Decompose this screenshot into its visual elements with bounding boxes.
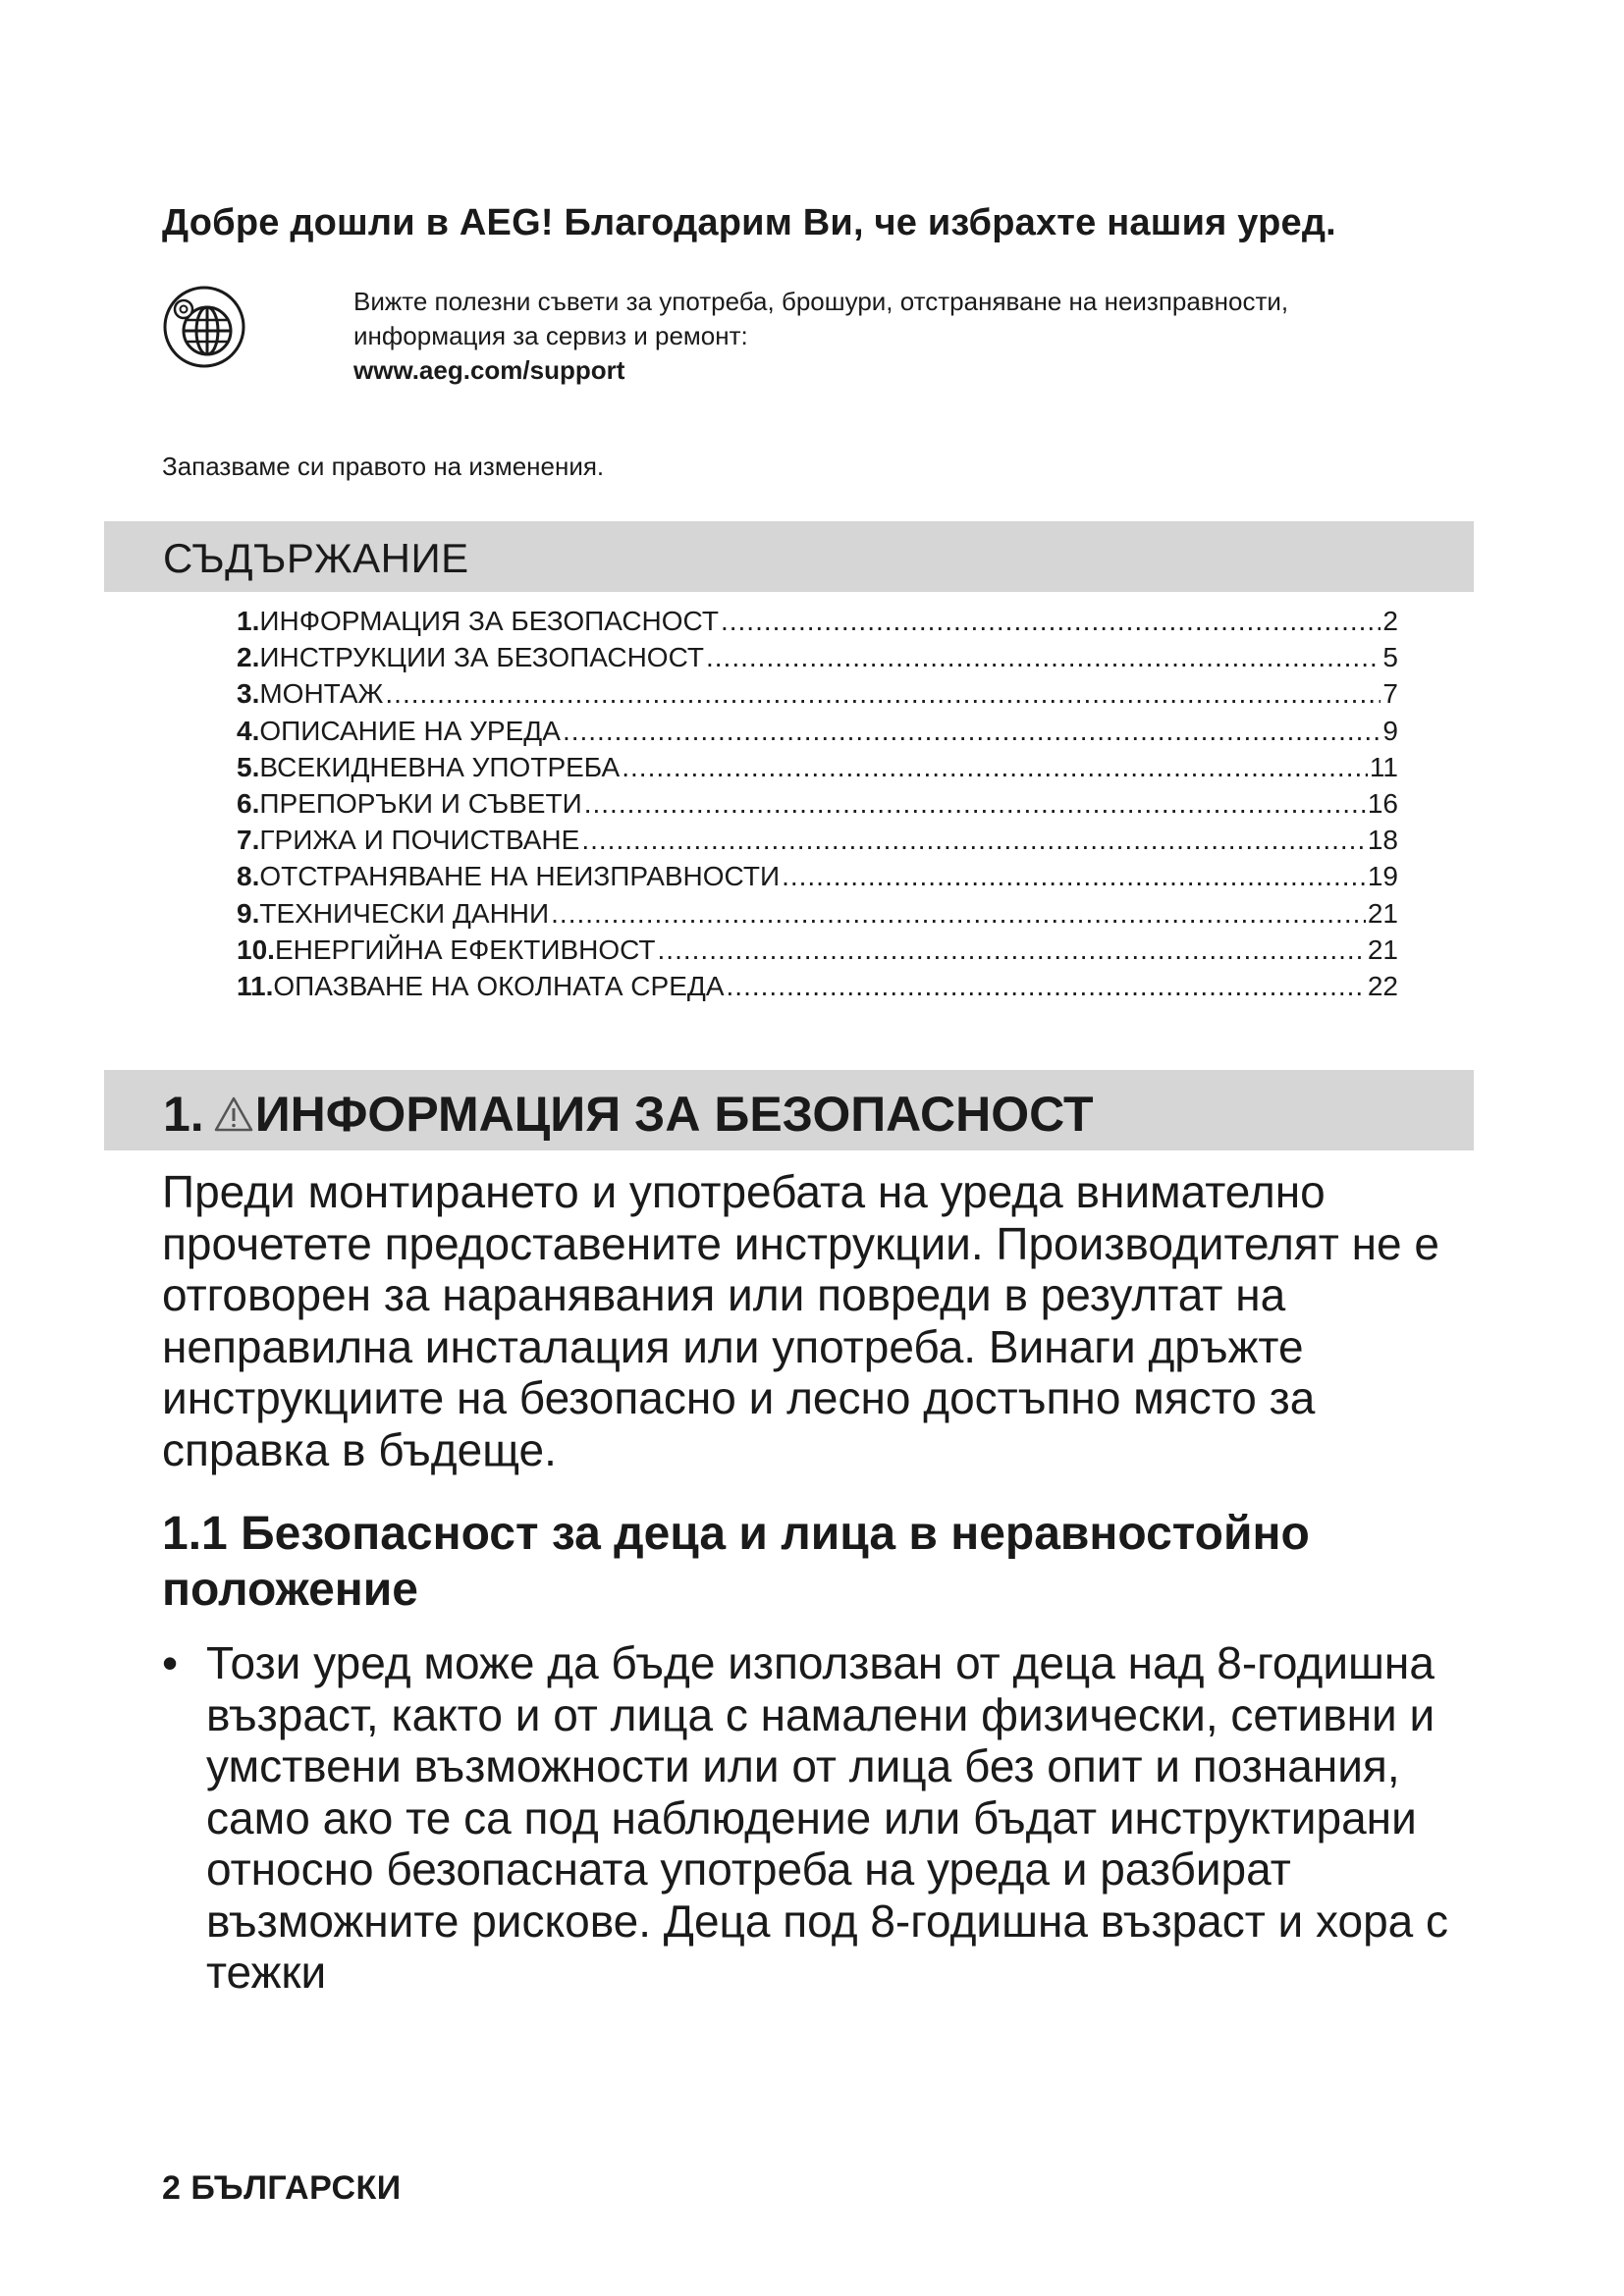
toc-leader-dots (581, 825, 1366, 856)
support-info (353, 285, 1483, 388)
toc-item-label: ОТСТРАНЯВАНЕ НА НЕИЗПРАВНОСТИ (259, 861, 781, 892)
warning-triangle-icon (214, 1096, 253, 1132)
toc-item-page: 18 (1367, 825, 1398, 856)
toc-item-page: 21 (1367, 897, 1398, 929)
toc-item-label: ГРИЖА И ПОЧИСТВАНЕ (259, 825, 580, 856)
toc-item-page: 11 (1369, 751, 1398, 782)
toc-item-number: 2. (237, 642, 260, 673)
toc-item[interactable] (237, 788, 1398, 825)
toc-item-label: ОПИСАНИЕ НА УРЕДА (259, 715, 561, 746)
bullet-text: Този уред може да бъде използван от деца над 8-годишна възраст, както и от лица с намалени физически, сетивни и умствени възможности или от лица без опит и познания, само ако те са под наблюдение или бъдат инструктирани относно безопасната употреба на уреда и разбират възможните рискове. Деца под 8-годишна възраст и хора с тежки (206, 1637, 1449, 1998)
subsection-title: 1.1 Безопасност за деца и лица в неравностойно положение (162, 1508, 1310, 1616)
toc-item-page: 16 (1367, 787, 1398, 819)
toc-item-label: ВСЕКИДНЕВНА УПОТРЕБА (259, 751, 621, 782)
bullet-mark: • (162, 1637, 179, 1688)
support-line-1: Вижте полезни съвети за употреба, брошури, отстраняване на неизправности, (353, 287, 1289, 316)
toc-item[interactable] (237, 642, 1398, 678)
support-line-2: информация за сервиз и ремонт: (353, 321, 748, 350)
toc-item-page: 19 (1367, 861, 1398, 892)
toc-leader-dots (727, 971, 1366, 1002)
toc-item-label: ОПАЗВАНЕ НА ОКОЛНАТА СРЕДА (273, 970, 725, 1001)
toc-item[interactable] (237, 678, 1398, 715)
list-item (162, 1637, 1478, 1999)
toc-leader-dots (584, 788, 1366, 820)
toc-leader-dots (721, 606, 1380, 637)
toc-item[interactable] (237, 971, 1398, 1007)
section-header (104, 1070, 1474, 1150)
toc-title: СЪДЪРЖАНИЕ (163, 535, 469, 581)
toc-item-number: 1. (237, 606, 260, 636)
support-link[interactable]: www.aeg.com/support (353, 355, 625, 385)
toc-item-number: 5. (237, 751, 260, 782)
section-title (163, 1086, 1094, 1143)
toc-item[interactable] (237, 825, 1398, 861)
toc-item-number: 6. (237, 787, 260, 819)
toc-leader-dots (385, 678, 1380, 710)
toc-item-page: 22 (1367, 970, 1398, 1001)
toc-leader-dots (782, 861, 1366, 892)
globe-web-icon (162, 285, 246, 369)
toc-item-label: ИНФОРМАЦИЯ ЗА БЕЗОПАСНОСТ (259, 606, 719, 636)
toc-item[interactable] (237, 861, 1398, 897)
welcome-title: Добре дошли в AEG! Благодарим Ви, че избрахте нашия уред. (162, 202, 1336, 243)
toc-leader-dots (622, 752, 1368, 783)
toc-item-number: 7. (237, 825, 260, 856)
toc-item-page: 9 (1382, 715, 1398, 746)
toc-item[interactable] (237, 606, 1398, 642)
toc-item-label: МОНТАЖ (259, 678, 384, 710)
toc-item-label: ИНСТРУКЦИИ ЗА БЕЗОПАСНОСТ (259, 642, 704, 673)
toc-item-number: 9. (237, 897, 260, 929)
safety-intro-paragraph: Преди монтирането и употребата на уреда внимателно прочетете предоставените инструкции. Производителят не е отговорен за наранявания или повреди в резултат на неправилна инсталация или употреба. Винаги дръжте инструкциите на безопасно и лесно достъпно място за справка в бъдеще. (162, 1166, 1440, 1475)
page-footer: 2 БЪЛГАРСКИ (162, 2169, 402, 2207)
toc-item-number: 11. (237, 970, 274, 1001)
rights-note: Запазваме си правото на изменения. (162, 452, 605, 481)
toc-leader-dots (551, 898, 1366, 930)
toc-item-label: ПРЕПОРЪКИ И СЪВЕТИ (259, 787, 582, 819)
toc-leader-dots (706, 642, 1380, 673)
toc-item-label: ЕНЕРГИЙНА ЕФЕКТИВНОСТ (274, 934, 656, 965)
toc-header (104, 521, 1474, 592)
toc-item-number: 8. (237, 861, 260, 892)
toc-item-page: 7 (1382, 678, 1398, 710)
section-title-text: ИНФОРМАЦИЯ ЗА БЕЗОПАСНОСТ (254, 1087, 1094, 1142)
toc-item-page: 5 (1382, 642, 1398, 673)
toc-item-number: 4. (237, 715, 260, 746)
toc-item[interactable] (237, 716, 1398, 752)
toc-item-label: ТЕХНИЧЕСКИ ДАННИ (259, 897, 550, 929)
toc-item-page: 2 (1382, 606, 1398, 636)
toc-item[interactable] (237, 898, 1398, 934)
toc-item[interactable] (237, 752, 1398, 788)
section-number: 1. (163, 1087, 204, 1142)
toc-item-number: 3. (237, 678, 260, 710)
table-of-contents (237, 606, 1398, 1007)
toc-item[interactable] (237, 934, 1398, 971)
toc-leader-dots (658, 934, 1366, 966)
toc-item-number: 10. (237, 934, 275, 965)
toc-item-page: 21 (1367, 934, 1398, 965)
toc-leader-dots (563, 716, 1380, 747)
